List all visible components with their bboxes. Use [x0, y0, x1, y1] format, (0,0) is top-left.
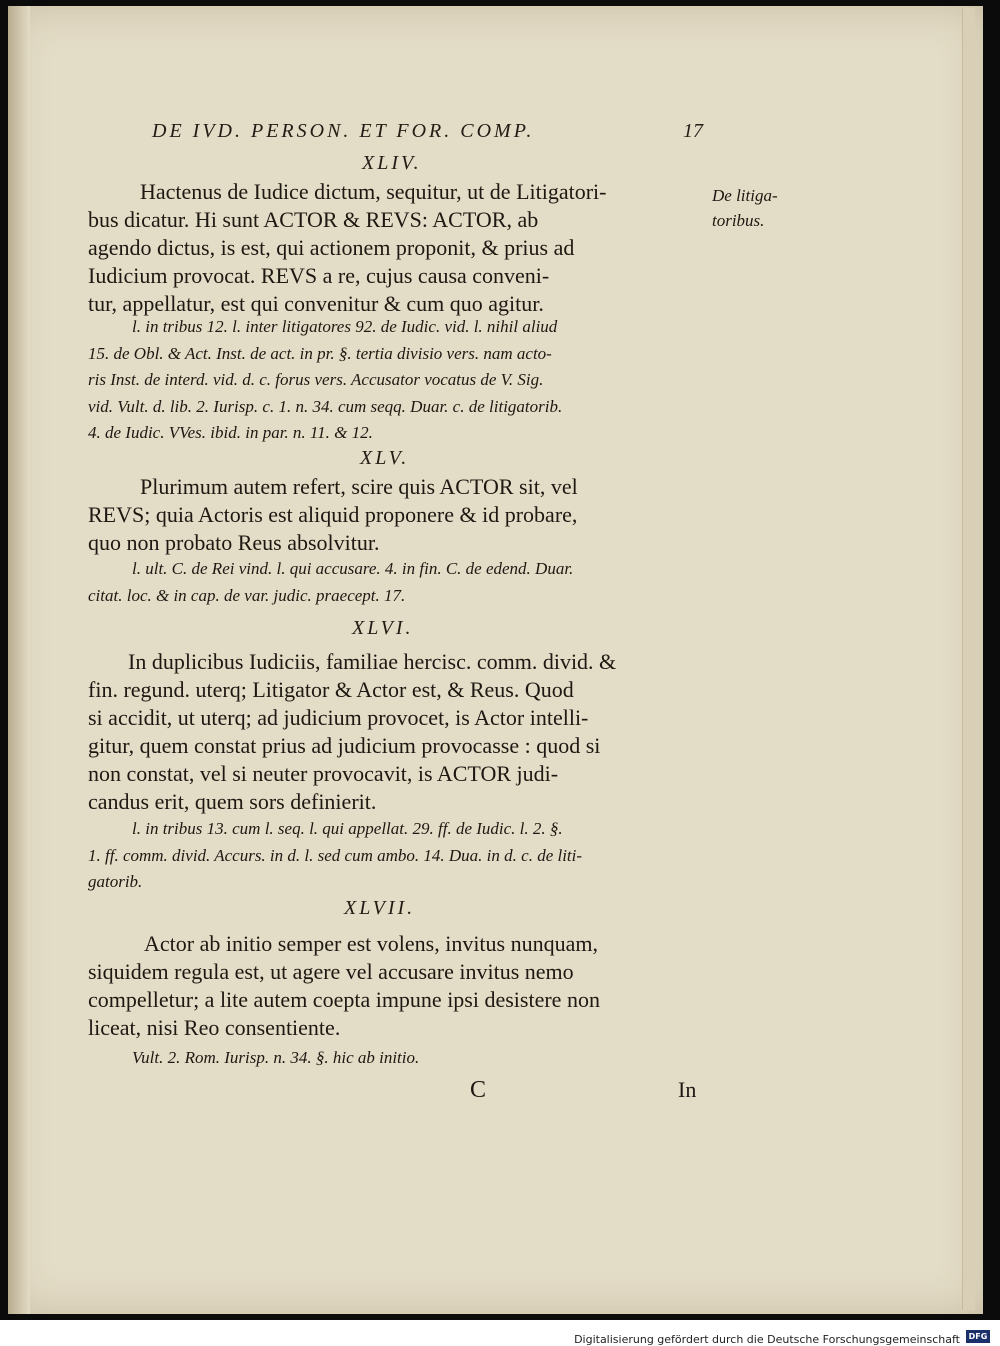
reference-line: l. in tribus 12. l. inter litigatores 92. de Iudic. vid. l. nihil aliud [132, 317, 558, 336]
section-heading: XLIV. [362, 152, 422, 174]
reference-line: Vult. 2. Rom. Iurisp. n. 34. §. hic ab initio. [132, 1048, 420, 1067]
page-gutter [8, 6, 30, 1314]
page-number: 17 [683, 120, 703, 142]
text-line: tur, appellatur, est qui convenitur & cum quo agitur. [88, 291, 544, 316]
reference-line: vid. Vult. d. lib. 2. Iurisp. c. 1. n. 34. cum seqq. Duar. c. de litigatorib. [88, 396, 563, 416]
reference-line: l. ult. C. de Rei vind. l. qui accusare. 4. in fin. C. de edend. Duar. [132, 559, 574, 578]
text-line: si accidit, ut uterq; ad judicium provocet, is Actor intelli- [88, 705, 589, 730]
text-line: quo non probato Reus absolvitur. [88, 530, 380, 555]
section-text [88, 648, 703, 816]
text-line: Plurimum autem refert, scire quis ACTOR sit, vel [140, 474, 578, 499]
reference-line: 4. de Iudic. VVes. ibid. in par. n. 11. & 12. [88, 423, 373, 442]
text-line: Hactenus de Iudice dictum, sequitur, ut de Litigatori- [140, 179, 607, 204]
margin-note-line: toribus. [712, 211, 765, 230]
section-heading: XLVII. [344, 897, 416, 919]
section-heading: XLVI. [352, 617, 414, 639]
section-heading: XLV. [360, 447, 410, 469]
text-line: liceat, nisi Reo consentiente. [88, 1015, 341, 1040]
dfg-logo: DFG [966, 1330, 990, 1343]
reference-line: gatorib. [88, 872, 143, 891]
reference-line: ris Inst. de interd. vid. d. c. forus vers. Accusator vocatus de V. Sig. [88, 370, 544, 389]
text-line: candus erit, quem sors definierit. [88, 789, 377, 814]
text-line: agendo dictus, is est, qui actionem proponit, & prius ad [88, 235, 575, 260]
section-text [88, 473, 703, 557]
margin-note-line: De litiga- [712, 186, 778, 205]
section-references [88, 816, 703, 896]
funding-note: Digitalisierung gefördert durch die Deutsche Forschungsgemeinschaft [574, 1333, 960, 1346]
text-line: Iudicium provocat. REVS a re, cujus causa conveni- [88, 263, 550, 288]
text-line: non constat, vel si neuter provocavit, is ACTOR judi- [88, 761, 559, 786]
page-edge [962, 8, 975, 1310]
text-line: gitur, quem constat prius ad judicium provocasse : quod si [88, 733, 601, 758]
text-line: fin. regund. uterq; Litigator & Actor est, & Reus. Quod [88, 677, 574, 702]
reference-line: 15. de Obl. & Act. Inst. de act. in pr. §. tertia divisio vers. nam acto- [88, 343, 552, 363]
section-references [88, 556, 703, 609]
catchword: In [678, 1077, 697, 1102]
text-line: REVS; quia Actoris est aliquid proponere & id probare, [88, 502, 578, 527]
text-line: compelletur; a lite autem coepta impune ipsi desistere non [88, 987, 600, 1012]
text-line: In duplicibus Iudiciis, familiae hercisc. comm. divid. & [128, 649, 617, 674]
text-line: bus dicatur. Hi sunt ACTOR & REVS: ACTOR, ab [88, 207, 539, 232]
section-text [88, 178, 703, 318]
section-text [88, 930, 703, 1042]
section-references [88, 314, 703, 447]
signature-mark: C [470, 1077, 487, 1103]
running-title: DE IVD. PERSON. ET FOR. COMP. [152, 120, 535, 142]
reference-line: citat. loc. & in cap. de var. judic. praecept. 17. [88, 585, 406, 605]
text-line: Actor ab initio semper est volens, invitus nunquam, [144, 931, 598, 956]
text-line: siquidem regula est, ut agere vel accusare invitus nemo [88, 959, 574, 984]
margin-note [712, 183, 778, 233]
reference-line: 1. ff. comm. divid. Accurs. in d. l. sed cum ambo. 14. Dua. in d. c. de liti- [88, 845, 583, 865]
reference-line: l. in tribus 13. cum l. seq. l. qui appellat. 29. ff. de Iudic. l. 2. §. [132, 819, 563, 838]
section-references [88, 1045, 703, 1072]
